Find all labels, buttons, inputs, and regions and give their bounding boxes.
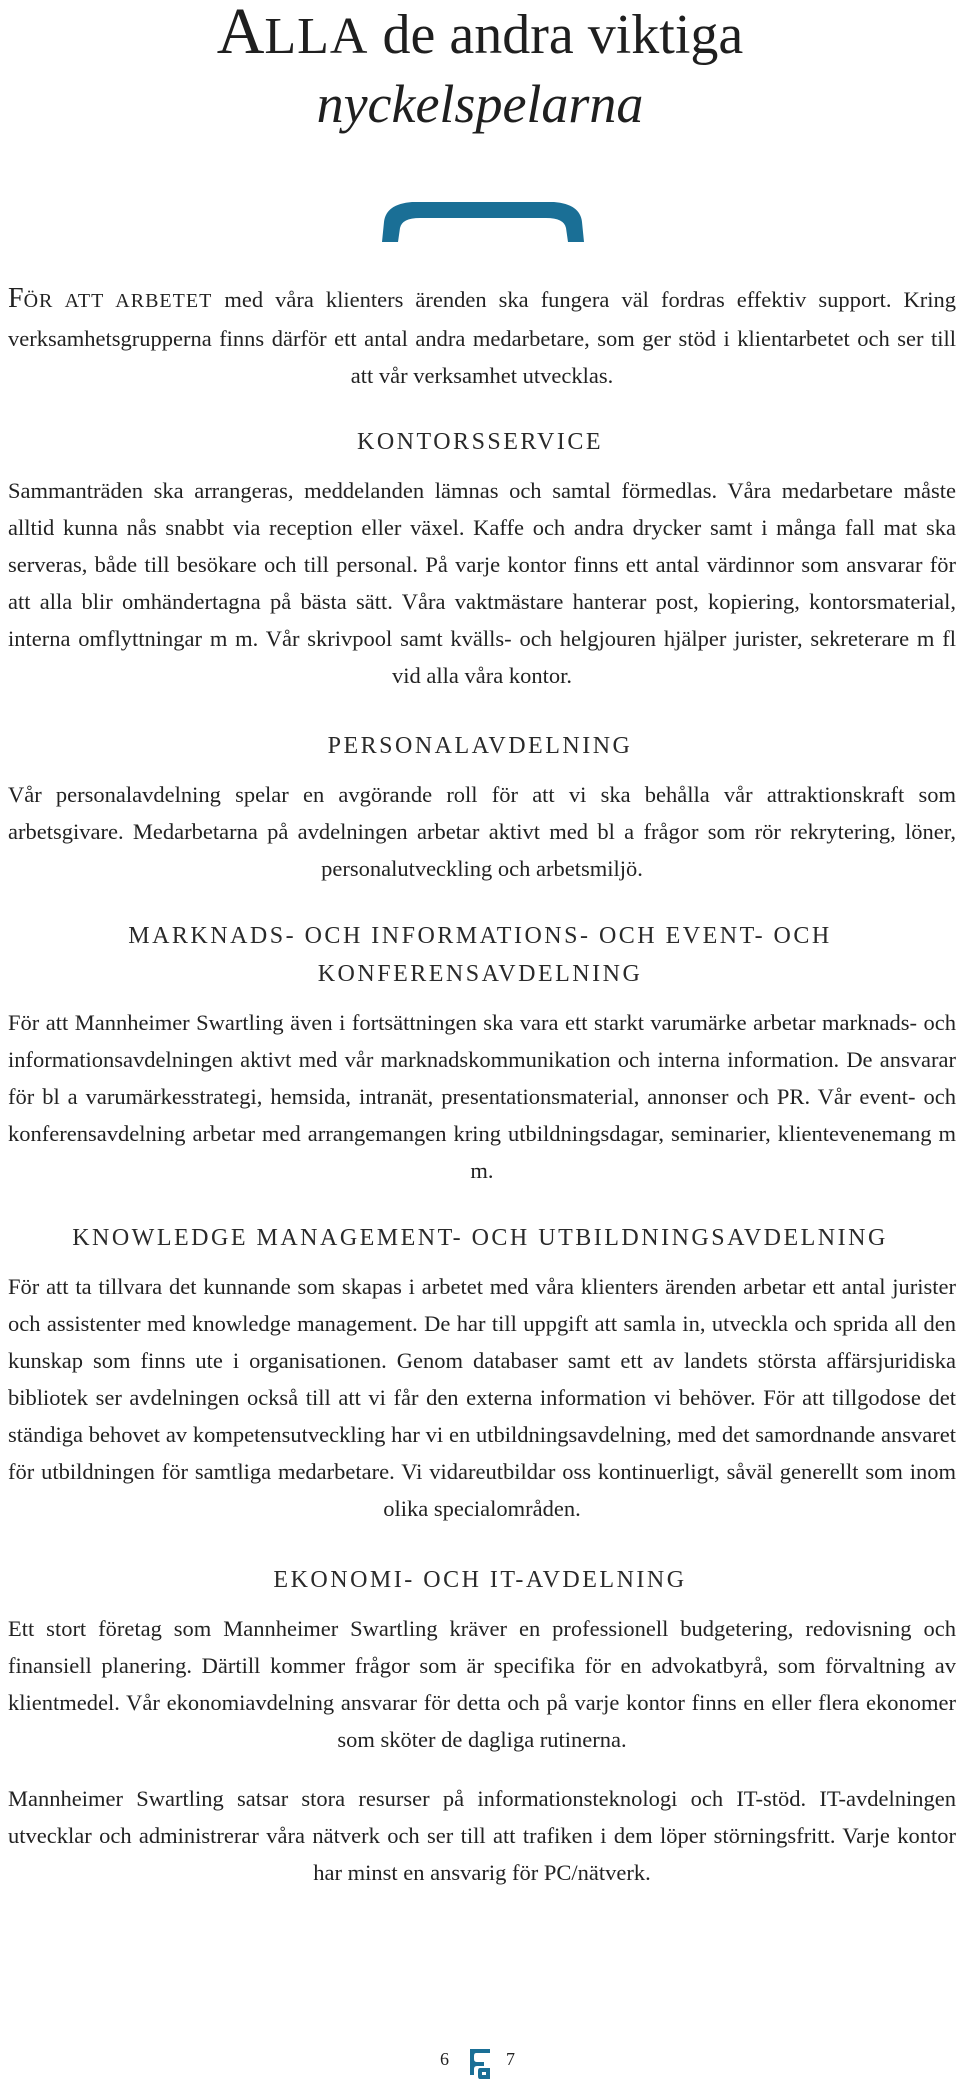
paragraph-it: Mannheimer Swartling satsar stora resurser på informationsteknologi och IT-stöd. IT-avdelningen utvecklar och administrerar våra nätverk och ser till att trafiken i dem löper störningsfritt. Varje kontor har minst en ansvarig för PC/nätverk.	[8, 1786, 956, 1885]
paragraph-personalavdelning: Vår personalavdelning spelar en avgörande roll för att vi ska behålla vår attraktionskraft som arbetsgivare. Medarbetarna på avdelningen arbetar aktivt med bl a frågor som rör rekrytering, löner, personalutveckling och arbetsmiljö.	[8, 782, 956, 881]
intro-lead: FÖR ATT ARBETET	[8, 283, 213, 314]
page-footer	[0, 2045, 960, 2081]
bracket-logo-icon	[378, 196, 588, 246]
intro-paragraph	[8, 280, 956, 394]
heading-kontorsservice: KONTORSSERVICE	[357, 429, 603, 455]
title-initial: A	[216, 0, 265, 68]
title-caps: LLA	[264, 8, 369, 65]
page-number-right: 7	[506, 2049, 515, 2069]
heading-ekonomi-it: EKONOMI- OCH IT-AVDELNING	[273, 1567, 687, 1593]
paragraph-marknads: För att Mannheimer Swartling även i fortsättningen ska vara ett starkt varumärke arbetar marknads- och informationsavdelningen aktivt med vår marknadskommunikation och interna information. De ansvarar för bl a varumärkesstrategi, hemsida, intranät, presentationsmaterial, annonser och PR. Vår event- och konferensavdelning arbetar med arrangemangen kring utbildningsdagar, seminarier, klientevenemang m m.	[8, 1010, 956, 1183]
ampersand-logo-icon	[466, 2045, 494, 2079]
intro-text: med våra klienters ärenden ska fungera väl fordras effektiv support. Kring verksamhetsgrupperna finns därför ett antal andra medarbetare, som ger stöd i klientarbetet och ser till att vår verksamhet utvecklas.	[8, 287, 956, 388]
page-title-line2: nyckelspelarna	[316, 74, 644, 134]
title-rest: de andra viktiga	[368, 4, 744, 66]
heading-knowledge-management: KNOWLEDGE MANAGEMENT- OCH UTBILDNINGSAVDELNING	[72, 1225, 888, 1251]
heading-personalavdelning: PERSONALAVDELNING	[327, 733, 633, 759]
paragraph-ekonomi: Ett stort företag som Mannheimer Swartling kräver en professionell budgetering, redovisning och finansiell planering. Därtill kommer frågor som är specifika för en advokatbyrå, som förvaltning av klientmedel. Vår ekonomiavdelning ansvarar för detta och på varje kontor finns en eller flera ekonomer som sköter de dagliga rutinerna.	[8, 1616, 956, 1752]
heading-marknads-line2: KONFERENSAVDELNING	[317, 961, 643, 987]
paragraph-kontorsservice: Sammanträden ska arrangeras, meddelanden lämnas och samtal förmedlas. Våra medarbetare måste alltid kunna nås snabbt via reception eller växel. Kaffe och andra drycker samt i många fall mat ska serveras, både till besökare och till personal. På varje kontor finns ett antal värdinnor som ansvarar för att alla blir omhändertagna på bästa sätt. Våra vaktmästare hanterar post, kopiering, kontorsmaterial, interna omflyttningar m m. Vår skrivpool samt kvälls- och helgjouren hjälper jurister, sekreterare m fl vid alla våra kontor.	[8, 478, 956, 688]
heading-marknads-line1: MARKNADS- OCH INFORMATIONS- OCH EVENT- OCH	[128, 923, 832, 949]
paragraph-knowledge-management: För att ta tillvara det kunnande som skapas i arbetet med våra klienters ärenden arbetar ett antal jurister och assistenter med knowledge management. De har till uppgift att samla in, utveckla och sprida all den kunskap som finns ute i organisationen. Genom databaser samt ett av landets största affärsjuridiska bibliotek ser avdelningen också till att vi får den externa information vi behöver. För att tillgodose det ständiga behovet av kompetensutveckling har vi en utbildningsavdelning, med det samordnande ansvaret för utbildningen för samtliga medarbetare. Vi vidareutbildar oss kontinuerligt, såväl generellt som inom olika specialområden.	[8, 1274, 956, 1521]
page-title-line1	[0, 0, 960, 69]
page-number-left: 6	[440, 2049, 449, 2069]
